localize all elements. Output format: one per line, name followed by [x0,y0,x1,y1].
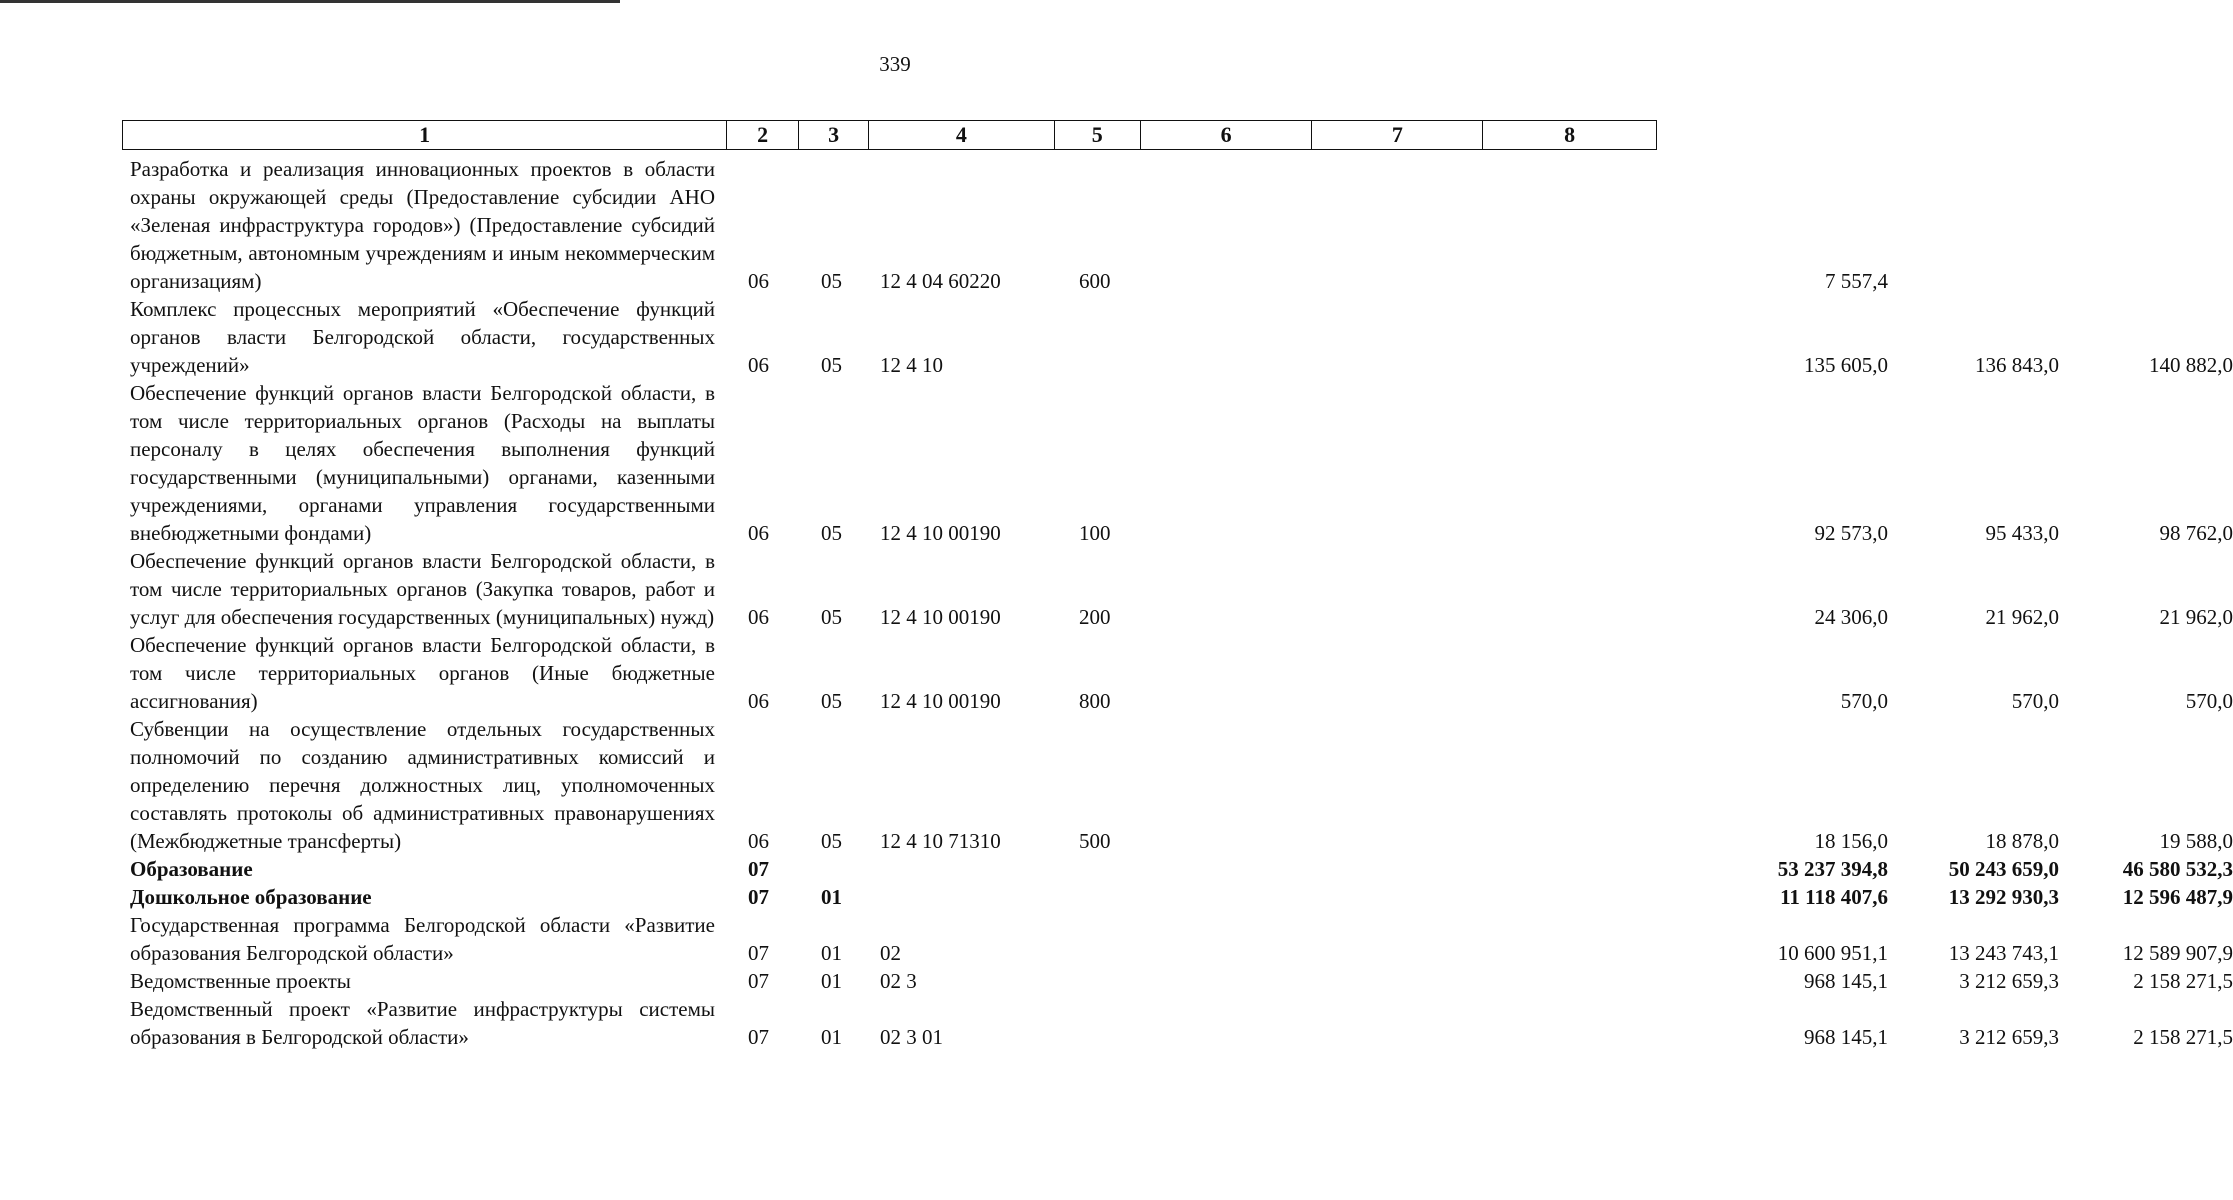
header-col-3: 3 [799,121,869,149]
table-row [130,911,2233,967]
row-name: Обеспечение функций органов власти Белгородской области, в том числе территориальных органов (Иные бюджетные ассигнования) [130,633,715,713]
cell-col-3: 05 [821,605,842,629]
cell-col-3: 05 [821,829,842,853]
cell-col-6: 24 306,0 [1814,605,1888,629]
cell-col-2: 06 [748,269,769,293]
cell-col-7: 18 878,0 [1985,829,2059,853]
scan-top-edge [0,0,620,3]
cell-col-8: 21 962,0 [2159,605,2233,629]
header-col-4: 4 [869,121,1055,149]
cell-col-7: 50 243 659,0 [1948,857,2059,881]
row-name: Разработка и реализация инновационных проектов в области охраны окружающей среды (Предоставление субсидии АНО «Зеленая инфраструктура городов») (Предоставление субсидий бюджетным, автономным учреждениям и иным некоммерческим организациям) [130,157,715,293]
cell-col-4: 12 4 10 00190 [880,521,1001,545]
cell-col-4: 12 4 10 00190 [880,689,1001,713]
table-row [130,295,2233,379]
header-col-8: 8 [1564,122,1576,147]
cell-col-2: 07 [748,941,769,965]
cell-col-8: 570,0 [2185,689,2233,713]
cell-col-4: 12 4 10 00190 [880,605,1001,629]
cell-col-5: 600 [1079,269,1111,293]
cell-col-5: 200 [1079,605,1111,629]
cell-col-7: 95 433,0 [1985,521,2059,545]
row-name: Образование [130,857,253,881]
cell-col-2: 06 [748,829,769,853]
cell-col-7: 136 843,0 [1975,353,2059,377]
cell-col-8: 2 158 271,5 [2133,969,2233,993]
cell-col-8: 12 596 487,9 [2122,885,2233,909]
cell-col-6: 7 557,4 [1825,269,1888,293]
row-name: Комплекс процессных мероприятий «Обеспечение функций органов власти Белгородской области, государственных учреждений» [130,297,715,377]
table-row [130,883,2233,911]
cell-col-7: 21 962,0 [1985,605,2059,629]
cell-col-3: 01 [821,969,842,993]
table-row [130,995,2233,1051]
table-row [130,155,1888,295]
cell-col-2: 07 [748,1025,769,1049]
row-name: Государственная программа Белгородской области «Развитие образования Белгородской области» [130,913,715,965]
cell-col-7: 3 212 659,3 [1959,969,2059,993]
cell-col-6: 92 573,0 [1814,521,1888,545]
cell-col-3: 01 [821,1025,842,1049]
table-row [130,715,2233,855]
cell-col-6: 53 237 394,8 [1777,857,1888,881]
cell-col-8: 19 588,0 [2159,829,2233,853]
table-row [130,631,2233,715]
cell-col-2: 06 [748,689,769,713]
table-row [130,547,2233,631]
header-col-6: 6 [1141,121,1313,149]
cell-col-2: 07 [748,969,769,993]
cell-col-6: 10 600 951,1 [1777,941,1888,965]
cell-col-8: 12 589 907,9 [2122,941,2233,965]
cell-col-6: 11 118 407,6 [1780,885,1888,909]
cell-col-3: 05 [821,269,842,293]
row-name: Дошкольное образование [130,885,372,909]
header-col-5: 5 [1055,121,1141,149]
cell-col-2: 06 [748,521,769,545]
cell-col-8: 46 580 532,3 [2122,857,2233,881]
row-name: Обеспечение функций органов власти Белгородской области, в том числе территориальных органов (Закупка товаров, работ и услуг для обеспечения государственных (муниципальных) нужд) [130,549,715,629]
cell-col-5: 100 [1079,521,1111,545]
cell-col-7: 13 243 743,1 [1948,941,2059,965]
cell-col-4: 12 4 10 [880,353,943,377]
cell-col-6: 18 156,0 [1814,829,1888,853]
cell-col-4: 02 3 [880,969,917,993]
cell-col-6: 968 145,1 [1804,1025,1888,1049]
row-name: Ведомственные проекты [130,969,351,993]
table-header [122,120,1657,150]
cell-col-4: 02 [880,941,901,965]
cell-col-2: 07 [748,885,769,909]
row-name: Субвенции на осуществление отдельных государственных полномочий по созданию административных комиссий и определению перечня должностных лиц, уполномоченных составлять протоколы об административных правонарушениях (Межбюджетные трансферты) [130,717,715,853]
cell-col-3: 05 [821,353,842,377]
row-name: Обеспечение функций органов власти Белгородской области, в том числе территориальных органов (Расходы на выплаты персоналу в целях обеспечения выполнения функций государственными (муниципальными) органами, казенными учреждениями, органами управления государственными внебюджетными фондами) [130,381,715,545]
cell-col-4: 02 3 01 [880,1025,943,1049]
cell-col-5: 500 [1079,829,1111,853]
cell-col-8: 2 158 271,5 [2133,1025,2233,1049]
cell-col-3: 05 [821,521,842,545]
header-col-2: 2 [727,121,799,149]
cell-col-6: 570,0 [1840,689,1888,713]
cell-col-4: 12 4 04 60220 [880,269,1001,293]
row-name: Ведомственный проект «Развитие инфраструктуры системы образования в Белгородской области» [130,997,715,1049]
cell-col-6: 135 605,0 [1804,353,1888,377]
cell-col-2: 06 [748,605,769,629]
cell-col-2: 06 [748,353,769,377]
cell-col-7: 570,0 [2011,689,2059,713]
table-row [130,379,2233,547]
cell-col-8: 98 762,0 [2159,521,2233,545]
cell-col-8: 140 882,0 [2149,353,2233,377]
cell-col-3: 05 [821,689,842,713]
header-col-1: 1 [123,121,727,149]
cell-col-3: 01 [821,941,842,965]
table-row [130,967,2233,995]
cell-col-7: 13 292 930,3 [1948,885,2059,909]
cell-col-4: 12 4 10 71310 [880,829,1001,853]
cell-col-3: 01 [821,885,842,909]
cell-col-6: 968 145,1 [1804,969,1888,993]
cell-col-7: 3 212 659,3 [1959,1025,2059,1049]
cell-col-5: 800 [1079,689,1111,713]
header-col-7: 7 [1312,121,1483,149]
cell-col-2: 07 [748,857,769,881]
page-number: 339 [879,52,911,76]
table-row [130,855,2233,883]
table-body [130,155,2233,1051]
